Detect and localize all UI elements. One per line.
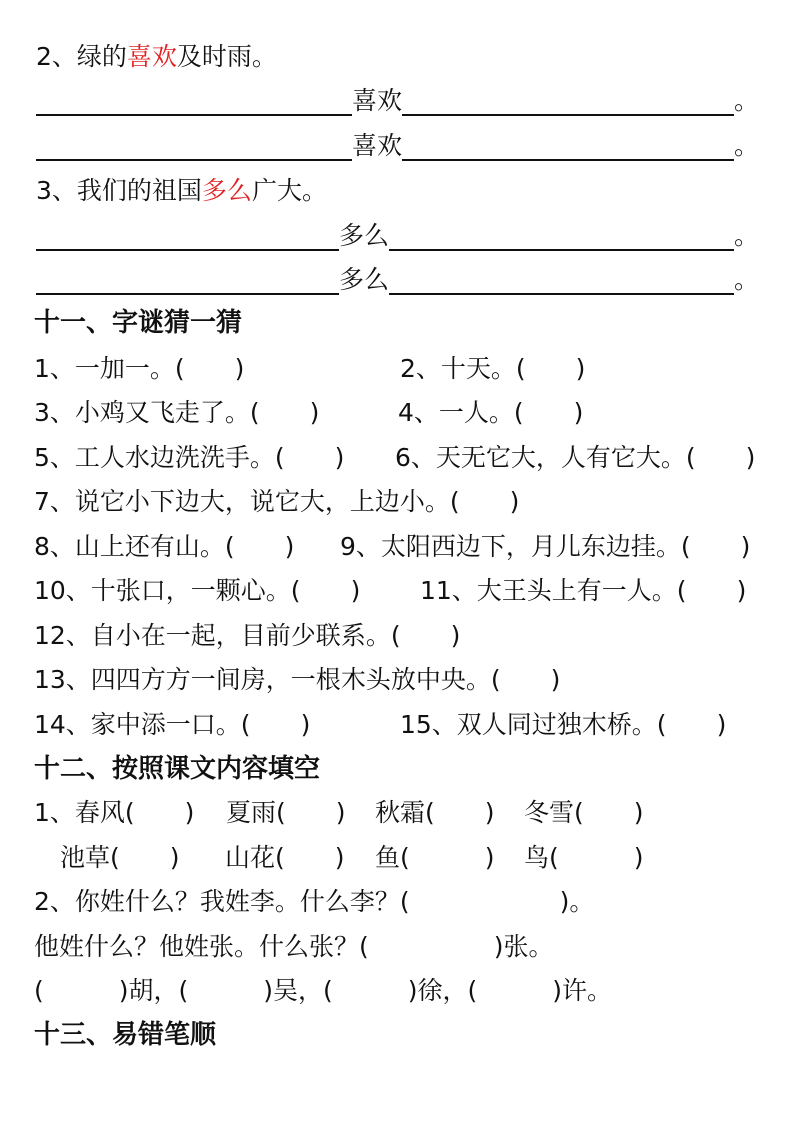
surname-zhang-line: 他姓什么？他姓张。什么张？( )张。 [34, 932, 554, 961]
fill-yu: 鱼( ) [375, 843, 495, 872]
q3-blank-2b[interactable] [389, 269, 734, 295]
q2-highlight: 喜欢 [126, 42, 177, 71]
fill-xiayu: 夏雨( ) [226, 798, 346, 827]
q2-word-2: 喜欢 [352, 131, 403, 160]
riddle-15: 15、双人同过独木桥。( ) [400, 710, 727, 739]
riddle-8: 8、山上还有山。( ) [34, 532, 295, 561]
riddle-3: 3、小鸡又飞走了。( ) [34, 398, 320, 427]
surname-list-line: ( )胡，( )吴，( )徐，( )许。 [34, 976, 613, 1005]
fill-chicao: 池草( ) [60, 843, 180, 872]
riddle-10: 10、十张口，一颗心。( ) [34, 576, 361, 605]
riddle-2: 2、十天。( ) [400, 354, 586, 383]
riddle-1: 1、一加一。( ) [34, 354, 245, 383]
riddle-12: 12、自小在一起，目前少联系。( ) [34, 621, 461, 650]
section-11-title: 十一、字谜猜一猜 [34, 308, 243, 338]
q3-highlight: 多么 [201, 176, 252, 205]
fill-chunfeng: 1、春风( ) [34, 798, 195, 827]
riddle-11: 11、大王头上有一人。( ) [420, 576, 747, 605]
riddle-6: 6、天无它大，人有它大。( ) [395, 443, 756, 472]
q3-blank-1a[interactable] [36, 225, 339, 251]
riddle-7: 7、说它小下边大，说它大，上边小。( ) [34, 487, 520, 516]
q2-blank-1a[interactable] [36, 90, 352, 116]
q2-sentence [36, 42, 277, 72]
riddle-9: 9、太阳西边下，月儿东边挂。( ) [340, 532, 751, 561]
q2-prefix: 2、绿的 [36, 42, 127, 71]
q3-suffix: 广大。 [251, 176, 327, 205]
q3-word-1: 多么 [339, 221, 390, 250]
riddle-13: 13、四四方方一间房，一根木头放中央。( ) [34, 665, 561, 694]
q2-blank-1b[interactable] [402, 90, 734, 116]
surname-li-line: 2、你姓什么？我姓李。什么李？( )。 [34, 887, 595, 916]
q3-blank-2a[interactable] [36, 269, 339, 295]
section-13-title: 十三、易错笔顺 [34, 1020, 217, 1050]
q3-word-2: 多么 [339, 265, 390, 294]
section-12-title: 十二、按照课文内容填空 [34, 754, 321, 784]
fill-shanhua: 山花( ) [225, 843, 345, 872]
q3-prefix: 3、我们的祖国 [36, 176, 202, 205]
fill-qiushuang: 秋霜( ) [375, 798, 495, 827]
q3-sentence [36, 176, 327, 206]
fill-niao: 鸟( ) [524, 843, 644, 872]
riddle-4: 4、一人。( ) [398, 398, 584, 427]
q2-fill-row-1 [36, 86, 759, 116]
q3-end-1: 。 [734, 221, 760, 250]
riddle-5: 5、工人水边洗洗手。( ) [34, 443, 345, 472]
q3-fill-row-2 [36, 265, 759, 295]
q2-word-1: 喜欢 [352, 86, 403, 115]
riddle-14: 14、家中添一口。( ) [34, 710, 311, 739]
q2-fill-row-2 [36, 131, 759, 161]
q2-end-2: 。 [734, 131, 760, 160]
q3-blank-1b[interactable] [389, 225, 734, 251]
q2-blank-2a[interactable] [36, 135, 352, 161]
fill-dongxue: 冬雪( ) [524, 798, 644, 827]
q3-end-2: 。 [734, 265, 760, 294]
q2-end-1: 。 [734, 86, 760, 115]
q2-suffix: 及时雨。 [176, 42, 277, 71]
q3-fill-row-1 [36, 221, 759, 251]
q2-blank-2b[interactable] [402, 135, 734, 161]
